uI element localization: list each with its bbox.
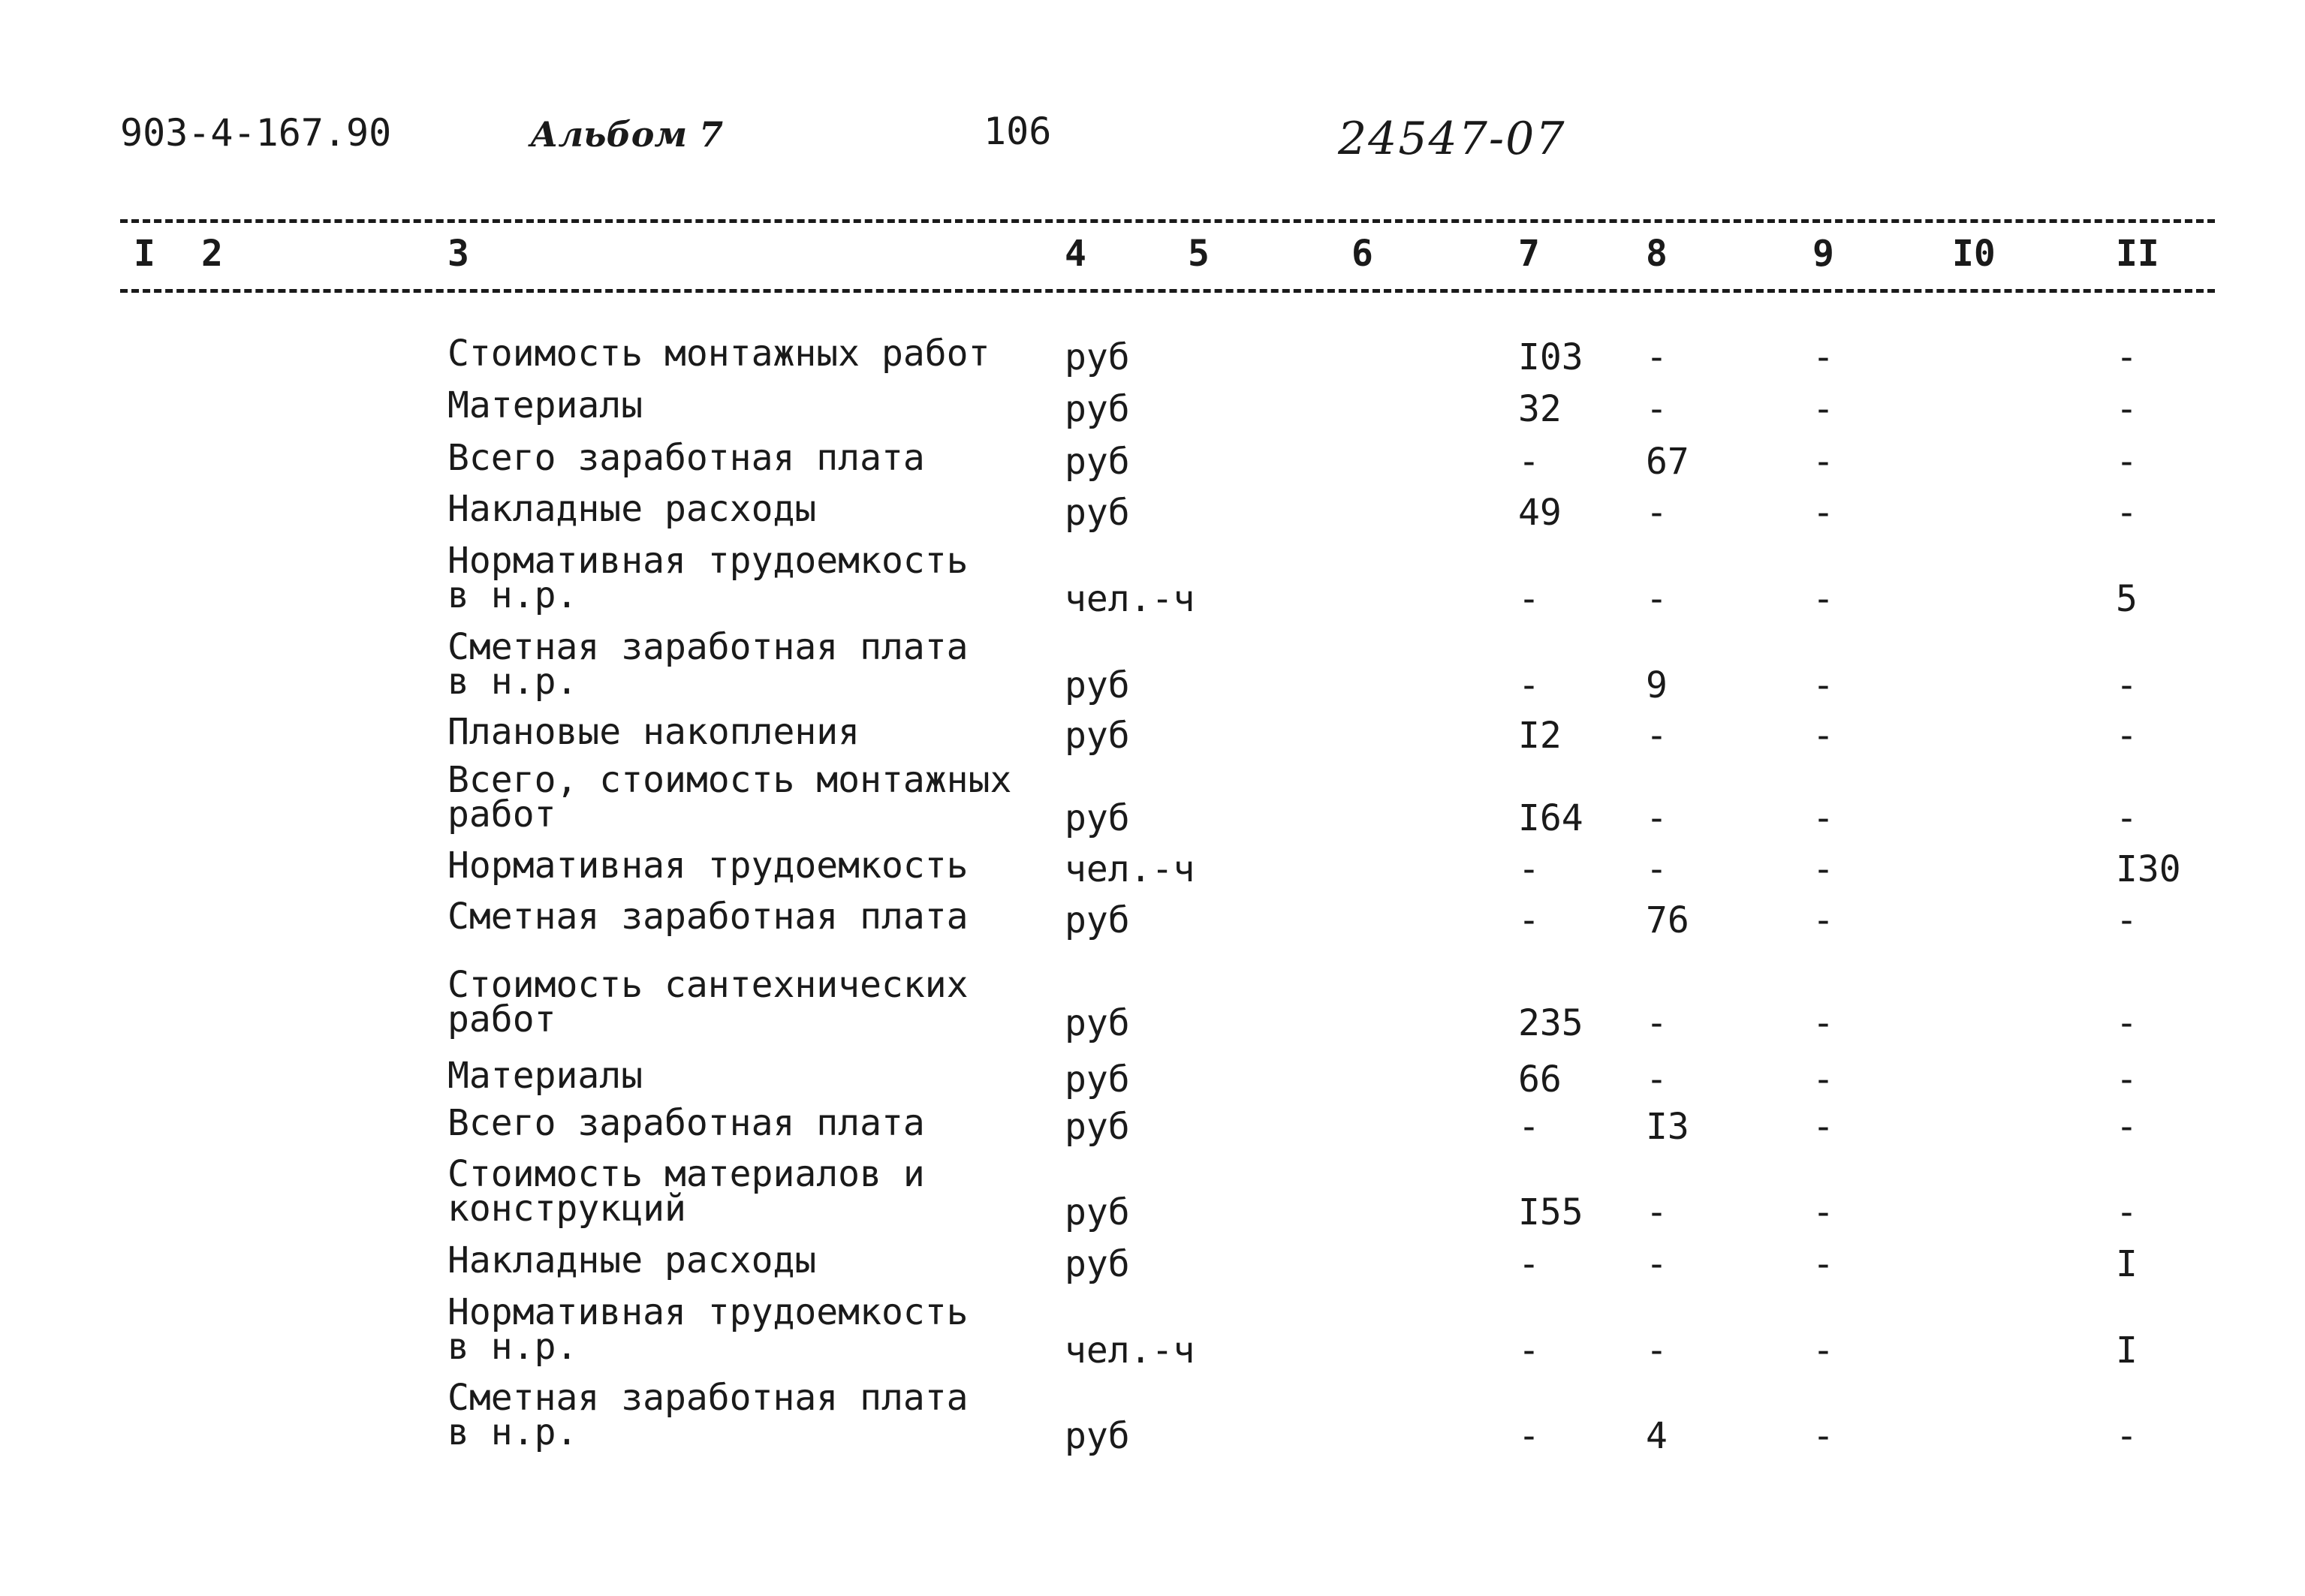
row-label-line: в н.р. xyxy=(447,661,578,703)
col7-value: - xyxy=(1518,1329,1540,1372)
col9-value: - xyxy=(1812,899,1834,941)
row-label xyxy=(447,384,643,426)
col11-value: - xyxy=(2116,388,2138,430)
row-label xyxy=(447,626,969,703)
row-label xyxy=(447,333,990,375)
col8-value: - xyxy=(1646,797,1668,839)
row-unit: руб xyxy=(1065,1191,1130,1233)
row-label xyxy=(447,1291,969,1368)
col7-value: 235 xyxy=(1518,1002,1583,1044)
col9-value: - xyxy=(1812,1106,1834,1148)
row-label-line: Сметная заработная плата xyxy=(447,626,969,668)
row-label xyxy=(447,540,969,616)
row-label xyxy=(447,964,969,1040)
col7-value: - xyxy=(1518,1415,1540,1457)
col11-value: - xyxy=(2116,1106,2138,1148)
col11-value: - xyxy=(2116,1058,2138,1101)
col8-value: - xyxy=(1646,578,1668,620)
col9-value: - xyxy=(1812,441,1834,483)
row-unit: руб xyxy=(1065,492,1130,534)
col8-value: - xyxy=(1646,715,1668,757)
col11-value: - xyxy=(2116,715,2138,757)
album-label: Альбом 7 xyxy=(530,114,724,155)
row-unit: руб xyxy=(1065,336,1130,378)
row-label xyxy=(447,896,969,938)
row-unit: чел.-ч xyxy=(1065,578,1195,620)
col9-value: - xyxy=(1812,388,1834,430)
row-label xyxy=(447,845,969,887)
col8-value: 9 xyxy=(1646,664,1668,706)
row-label xyxy=(447,759,1012,836)
row-label-line: Материалы xyxy=(447,384,643,426)
row-label-line: работ xyxy=(447,793,556,836)
col11-value: - xyxy=(2116,492,2138,534)
row-label-line: в н.р. xyxy=(447,574,578,616)
row-unit: руб xyxy=(1065,1106,1130,1148)
row-label-line: Накладные расходы xyxy=(447,488,817,530)
col9-value: - xyxy=(1812,797,1834,839)
row-label-line: Всего заработная плата xyxy=(447,1102,925,1144)
row-unit: чел.-ч xyxy=(1065,1329,1195,1372)
col8-value: - xyxy=(1646,1002,1668,1044)
row-label xyxy=(447,711,860,753)
page-number: 106 xyxy=(984,110,1052,153)
document-code: 903-4-167.90 xyxy=(120,111,392,155)
row-label xyxy=(447,488,817,530)
column-number: 5 xyxy=(1188,233,1210,275)
column-number: 6 xyxy=(1351,233,1373,275)
row-label-line: Нормативная трудоемкость xyxy=(447,540,969,582)
column-number: I xyxy=(134,233,155,275)
col9-value: - xyxy=(1812,848,1834,890)
col7-value: - xyxy=(1518,664,1540,706)
col11-value: I30 xyxy=(2116,848,2181,890)
col8-value: - xyxy=(1646,492,1668,534)
inventory-number: 24547-07 xyxy=(1338,113,1566,165)
col9-value: - xyxy=(1812,1058,1834,1101)
col11-value: I xyxy=(2116,1243,2138,1285)
col7-value: I64 xyxy=(1518,797,1583,839)
col7-value: - xyxy=(1518,1106,1540,1148)
column-number: II xyxy=(2116,233,2159,275)
row-label xyxy=(447,437,925,479)
col11-value: - xyxy=(2116,797,2138,839)
col7-value: - xyxy=(1518,899,1540,941)
col9-value: - xyxy=(1812,1191,1834,1233)
row-label-line: Плановые накопления xyxy=(447,711,860,753)
row-label-line: конструкций xyxy=(447,1188,686,1230)
row-unit: руб xyxy=(1065,899,1130,941)
table-top-rule xyxy=(120,219,2215,223)
row-unit: руб xyxy=(1065,797,1130,839)
table-header-rule xyxy=(120,289,2215,293)
row-label-line: Накладные расходы xyxy=(447,1239,817,1281)
row-label-line: Стоимость монтажных работ xyxy=(447,333,990,375)
row-label-line: в н.р. xyxy=(447,1411,578,1453)
col11-value: 5 xyxy=(2116,578,2138,620)
row-unit: руб xyxy=(1065,1415,1130,1457)
row-label-line: Сметная заработная плата xyxy=(447,896,969,938)
col9-value: - xyxy=(1812,664,1834,706)
col11-value: - xyxy=(2116,664,2138,706)
row-label-line: Сметная заработная плата xyxy=(447,1377,969,1419)
col11-value: - xyxy=(2116,1002,2138,1044)
col8-value: - xyxy=(1646,388,1668,430)
col8-value: I3 xyxy=(1646,1106,1689,1148)
col11-value: - xyxy=(2116,441,2138,483)
col9-value: - xyxy=(1812,1243,1834,1285)
col8-value: - xyxy=(1646,848,1668,890)
row-unit: руб xyxy=(1065,1243,1130,1285)
col7-value: - xyxy=(1518,441,1540,483)
col9-value: - xyxy=(1812,1415,1834,1457)
col7-value: I2 xyxy=(1518,715,1562,757)
row-unit: руб xyxy=(1065,388,1130,430)
column-number: 3 xyxy=(447,233,469,275)
col9-value: - xyxy=(1812,1329,1834,1372)
col8-value: - xyxy=(1646,336,1668,378)
col11-value: - xyxy=(2116,899,2138,941)
col11-value: - xyxy=(2116,1415,2138,1457)
row-label xyxy=(447,1102,925,1144)
col11-value: I xyxy=(2116,1329,2138,1372)
row-label-line: Нормативная трудоемкость xyxy=(447,1291,969,1333)
row-label-line: работ xyxy=(447,998,556,1040)
row-label xyxy=(447,1153,925,1230)
col9-value: - xyxy=(1812,1002,1834,1044)
col8-value: 4 xyxy=(1646,1415,1668,1457)
row-label-line: Стоимость материалов и xyxy=(447,1153,925,1195)
row-label-line: Стоимость сантехнических xyxy=(447,964,969,1006)
column-number: 2 xyxy=(201,233,223,275)
column-number: 7 xyxy=(1518,233,1540,275)
row-label xyxy=(447,1055,643,1097)
row-label-line: Нормативная трудоемкость xyxy=(447,845,969,887)
row-unit: руб xyxy=(1065,664,1130,706)
row-label xyxy=(447,1377,969,1453)
col9-value: - xyxy=(1812,492,1834,534)
col7-value: I55 xyxy=(1518,1191,1583,1233)
column-number: 4 xyxy=(1065,233,1086,275)
row-unit: руб xyxy=(1065,441,1130,483)
row-unit: руб xyxy=(1065,1058,1130,1101)
col11-value: - xyxy=(2116,336,2138,378)
col11-value: - xyxy=(2116,1191,2138,1233)
row-label-line: Всего заработная плата xyxy=(447,437,925,479)
row-unit: руб xyxy=(1065,1002,1130,1044)
column-number: 9 xyxy=(1812,233,1834,275)
column-number: 8 xyxy=(1646,233,1668,275)
col7-value: 49 xyxy=(1518,492,1562,534)
row-label-line: Материалы xyxy=(447,1055,643,1097)
col7-value: I03 xyxy=(1518,336,1583,378)
col7-value: - xyxy=(1518,848,1540,890)
row-unit: руб xyxy=(1065,715,1130,757)
col7-value: - xyxy=(1518,578,1540,620)
col8-value: - xyxy=(1646,1329,1668,1372)
col7-value: - xyxy=(1518,1243,1540,1285)
row-label-line: в н.р. xyxy=(447,1326,578,1368)
col8-value: 67 xyxy=(1646,441,1689,483)
column-number: I0 xyxy=(1952,233,1996,275)
col8-value: - xyxy=(1646,1191,1668,1233)
col9-value: - xyxy=(1812,715,1834,757)
col9-value: - xyxy=(1812,578,1834,620)
row-label-line: Всего, стоимость монтажных xyxy=(447,759,1012,801)
col7-value: 66 xyxy=(1518,1058,1562,1101)
row-unit: чел.-ч xyxy=(1065,848,1195,890)
col8-value: - xyxy=(1646,1058,1668,1101)
col7-value: 32 xyxy=(1518,388,1562,430)
row-label xyxy=(447,1239,817,1281)
col9-value: - xyxy=(1812,336,1834,378)
col8-value: 76 xyxy=(1646,899,1689,941)
col8-value: - xyxy=(1646,1243,1668,1285)
